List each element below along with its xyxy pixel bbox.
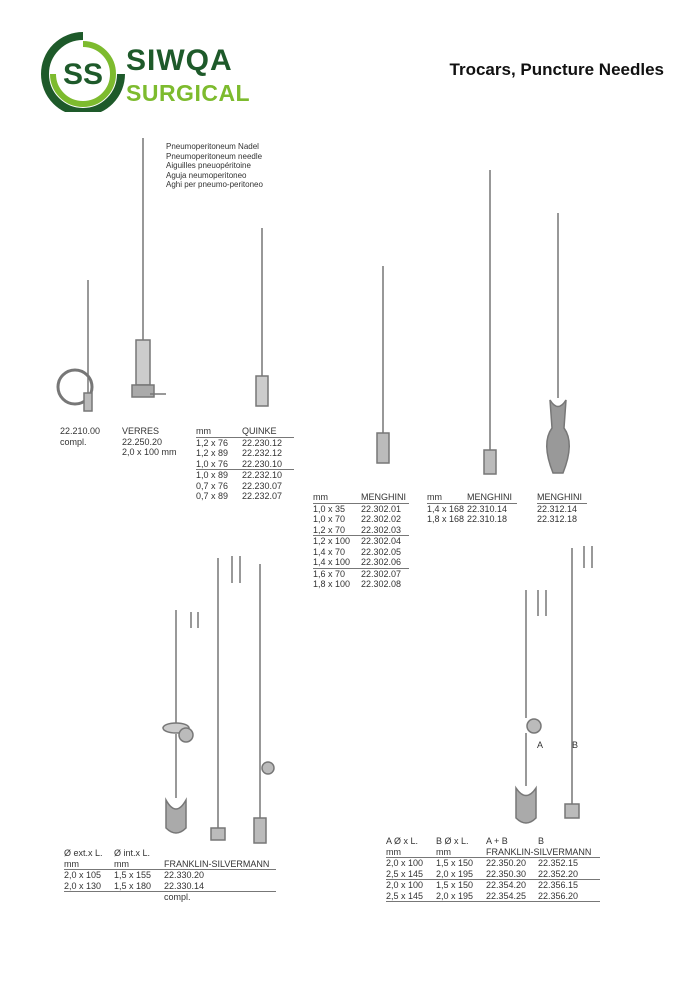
label-b: B [572,740,579,750]
label-a: A [537,740,544,750]
item-code: 22.210.00 [60,426,101,436]
quinke-table: mm QUINKE 1,2 x 76 22.230.12 1,2 x 89 22.232.12 1,0 x 76 22.230.10 1,0 x 89 22.232.10 0,7 x 76 22.230.07 0,7 x 89 22.232.07 [196,426,294,502]
pneumo-needle-names [166,142,263,190]
menghini-table-3: MENGHINI 22.312.14 22.312.18 [537,492,587,525]
verres-size: 2,0 x 100 mm [122,447,177,457]
menghini-table-1: mm MENGHINI 1,0 x 35 22.302.01 1,0 x 70 22.302.02 1,2 x 70 22.302.03 1,2 x 100 22.302.04 1,4 x 70 22.302.05 1,4 x 100 22.302.06 1,6 x 70 22.302.07 1,8 x 100 22.302.08 [313,492,409,590]
name-en: Pneumoperitoneum needle [166,151,263,161]
item-note: compl. [60,436,87,447]
brand-name: SIWQA [126,44,233,77]
name-it: Aghi per pneumo-peritoneo [166,180,263,189]
name-fr: Aiguilles pneuopéritoine [166,161,251,170]
brand-monogram: SS [62,58,104,91]
brand-logo-icon [40,32,126,112]
item-22-210 [60,426,100,447]
name-es: Aguja neumoperitoneo [166,170,247,180]
verres-code: 22.250.20 [122,436,163,447]
franklin-table-2: A Ø x L. B Ø x L. A + B B mm mm FRANKLIN-SILVERMANN 2,0 x 100 1,5 x 150 22.350.20 22.352.15 2,5 x 145 2,0 x 195 22.350.30 22.352.20 2,0 x 100 1,5 x 150 22.354.20 22.356.15 2,5 x 145 2,0 x 195 22.354.25 22.356.20 [386,836,600,902]
verres-name: VERRES [122,426,160,436]
menghini-table-2: mm MENGHINI 1,4 x 168 22.310.14 1,8 x 168 22.310.18 [427,492,517,525]
brand-subname: SURGICAL [126,80,251,106]
franklin-table-1: Ø ext.x L. Ø int.x L. mm mm FRANKLIN-SILVERMANN 2,0 x 105 1,5 x 155 22.330.20 2,0 x 130 1,5 x 180 22.330.14 compl. [64,848,276,903]
page-title: Trocars, Puncture Needles [449,60,664,79]
name-de: Pneumoperitoneum Nadel [166,142,259,151]
verres-block [122,426,177,458]
